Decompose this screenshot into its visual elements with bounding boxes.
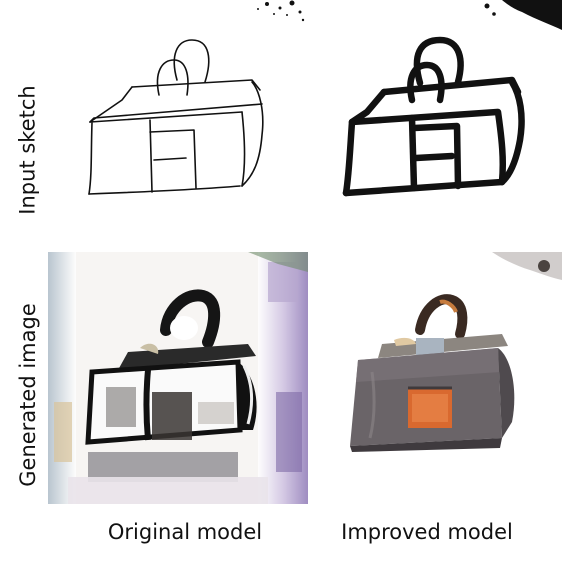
row-label-input-sketch-text: Input sketch	[16, 85, 41, 215]
panel-sketch-improved	[312, 0, 562, 230]
panel-generated-improved	[312, 252, 562, 504]
row-label-generated-image-text: Generated image	[16, 303, 40, 487]
sketch-bag-thin-illustration	[62, 0, 308, 230]
generated-bag-realistic-illustration	[312, 252, 562, 504]
caption-improved-model: Improved model	[341, 520, 513, 544]
sketch-bag-thick-illustration	[312, 0, 562, 230]
panel-generated-original	[48, 252, 308, 504]
caption-original-model: Original model	[107, 520, 263, 544]
panel-sketch-original	[62, 0, 308, 230]
generated-bag-artifacts-illustration	[48, 252, 308, 504]
row-label-input-sketch	[0, 60, 56, 240]
